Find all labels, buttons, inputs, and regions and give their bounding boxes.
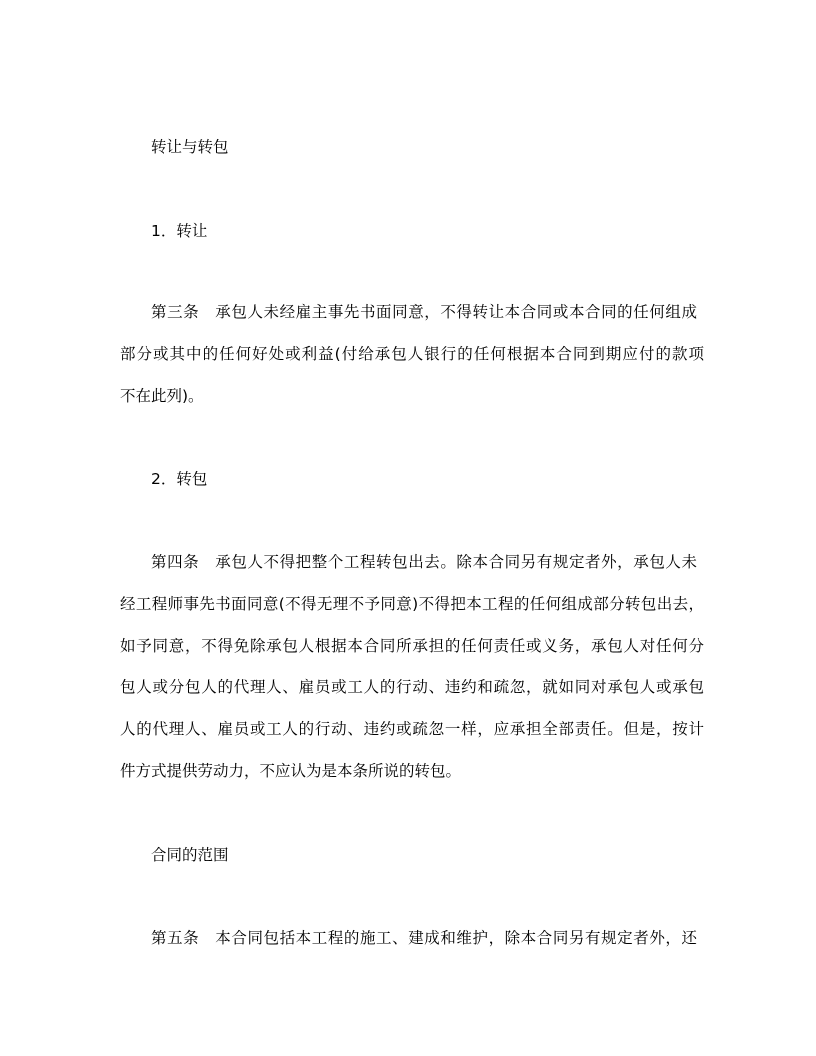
article-4-line-1: 第四条 承包人不得把整个工程转包出去。除本合同另有规定者外，承包人未 — [151, 553, 697, 571]
article-4-line-5: 人的代理人、雇员或工人的行动、违约或疏忽一样，应承担全部责任。但是，按计 — [120, 720, 704, 738]
subheading-subcontract: 2．转包 — [151, 470, 208, 488]
section-heading-scope: 合同的范围 — [151, 846, 229, 864]
article-4-line-4: 包人或分包人的代理人、雇员或工人的行动、违约和疏忽，就如同对承包人或承包 — [120, 678, 704, 696]
article-3-line-2: 部分或其中的任何好处或利益(付给承包人银行的任何根据本合同到期应付的款项 — [120, 345, 704, 363]
article-4-line-6: 件方式提供劳动力，不应认为是本条所说的转包。 — [120, 762, 462, 780]
article-3-line-3: 不在此列)。 — [120, 387, 204, 405]
article-4-line-3: 如予同意，不得免除承包人根据本合同所承担的任何责任或义务，承包人对任何分 — [120, 637, 704, 655]
article-3-line-1: 第三条 承包人未经雇主事先书面同意，不得转让本合同或本合同的任何组成 — [151, 303, 697, 321]
subheading-transfer: 1．转让 — [151, 222, 208, 240]
article-5-line-1: 第五条 本合同包括本工程的施工、建成和维护，除本合同另有规定者外，还 — [151, 929, 697, 947]
article-4-line-2: 经工程师事先书面同意(不得无理不予同意)不得把本工程的任何组成部分转包出去， — [120, 595, 704, 613]
section-heading-transfer: 转让与转包 — [151, 138, 229, 156]
